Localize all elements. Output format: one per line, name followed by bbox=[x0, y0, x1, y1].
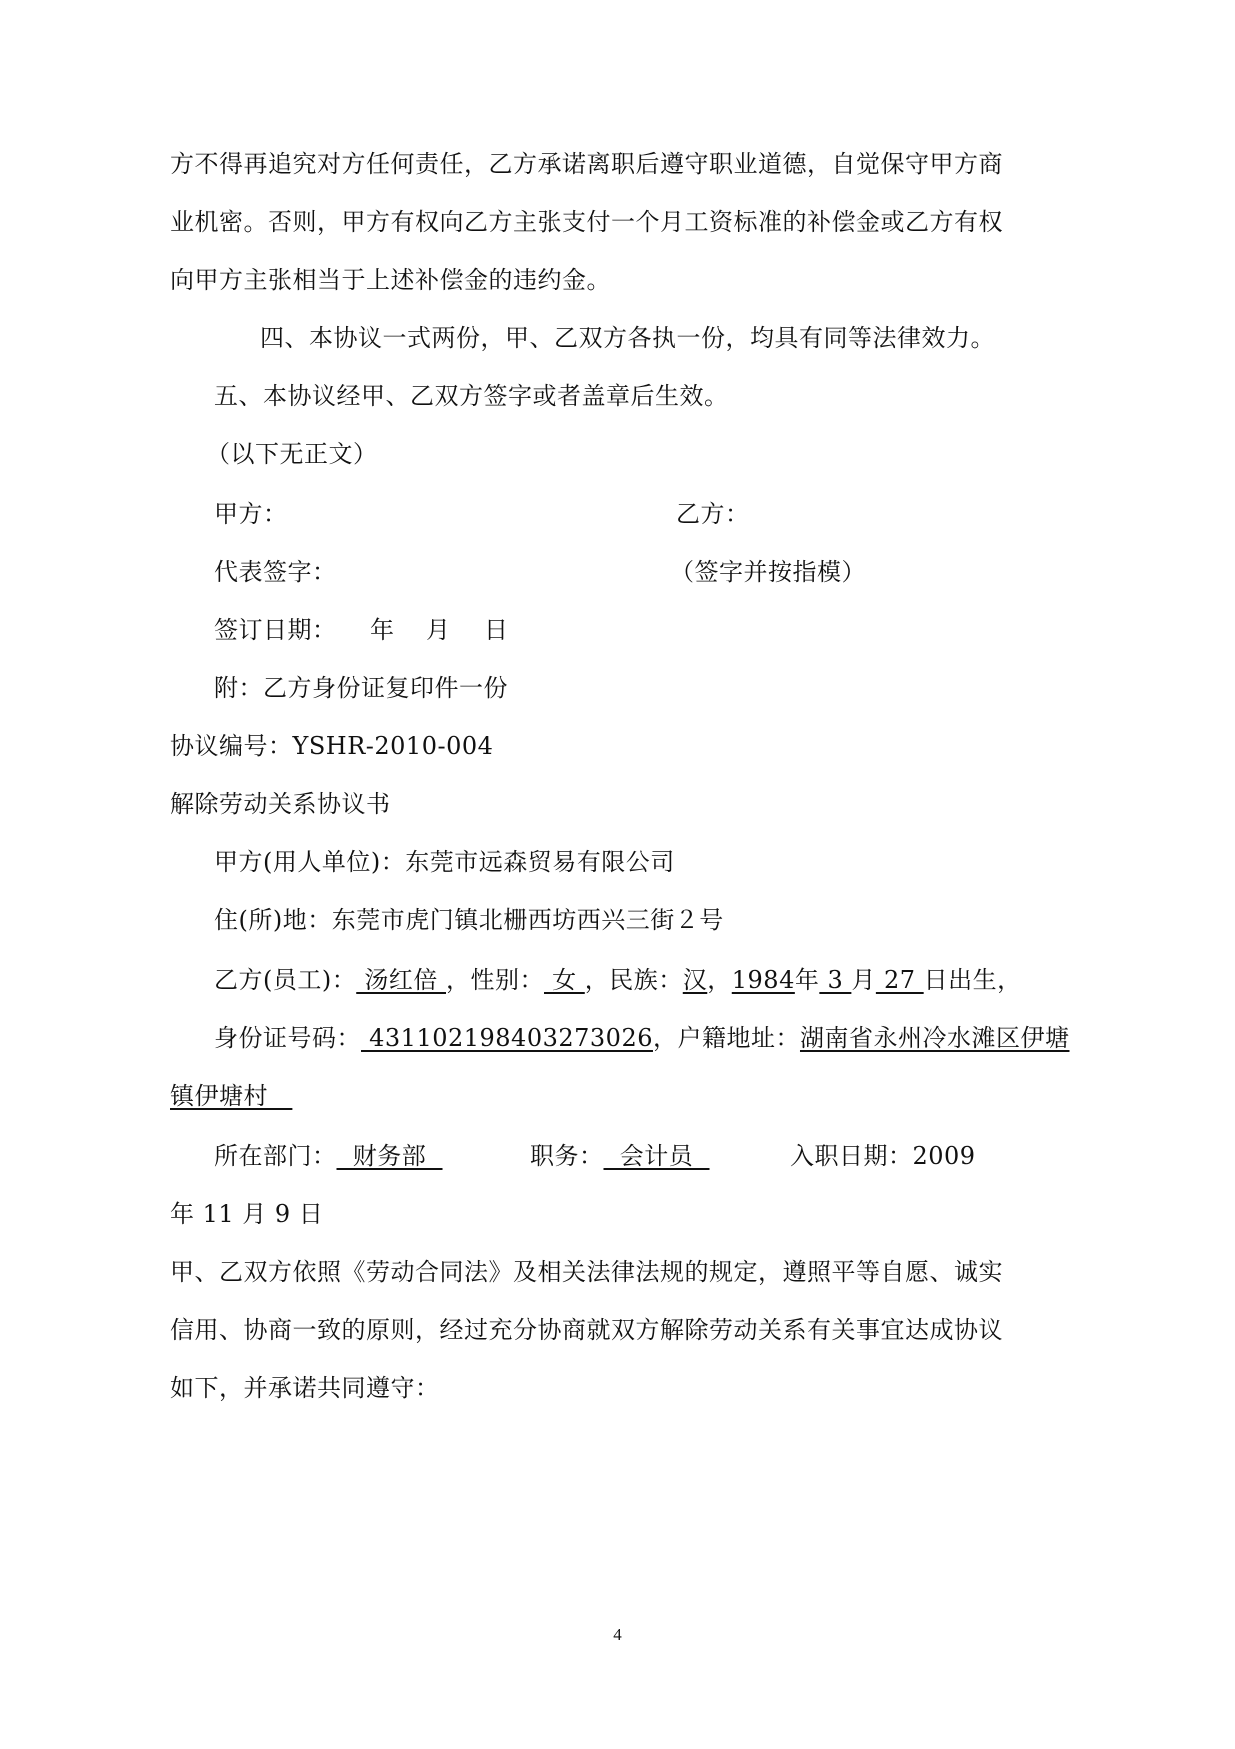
no-more-text-note: （以下无正文） bbox=[206, 440, 378, 468]
representative-sign-label: 代表签字： bbox=[214, 558, 337, 586]
position-block bbox=[530, 1140, 710, 1172]
intro-paragraph-line: 信用、协商一致的原则，经过充分协商就双方解除劳动关系有关事宜达成协议 bbox=[170, 1316, 1003, 1344]
department-value: 财务部 bbox=[336, 1142, 443, 1170]
paragraph-line: 向甲方主张相当于上述补偿金的违约金。 bbox=[170, 266, 611, 294]
page-number: 4 bbox=[613, 1625, 622, 1644]
hukou-address-cont: 镇伊塘村 bbox=[170, 1082, 293, 1110]
employee-info-line bbox=[214, 964, 1022, 996]
employee-id-line bbox=[214, 1022, 1069, 1054]
month-char: 月 bbox=[851, 966, 876, 994]
employer-address-line bbox=[214, 904, 724, 936]
entry-date-cont: 年 11 月 9 日 bbox=[170, 1200, 324, 1228]
gender-label: ，性别： bbox=[446, 966, 544, 994]
employee-gender: 女 bbox=[544, 966, 585, 994]
date-day-char: 日 bbox=[484, 616, 509, 644]
entry-date-label: 入职日期：2009 bbox=[790, 1142, 976, 1170]
birth-day: 27 bbox=[875, 966, 924, 994]
paragraph-line: 方不得再追究对方任何责任，乙方承诺离职后遵守职业道德，自觉保守甲方商 bbox=[170, 150, 1003, 178]
id-number: 431102198403273026 bbox=[361, 1024, 653, 1052]
employee-ethnicity: 汉 bbox=[682, 966, 708, 994]
born-suffix: 日出生， bbox=[923, 966, 1022, 994]
employee-label: 乙方(员工)： bbox=[214, 966, 357, 994]
hukou-label: ，户籍地址： bbox=[652, 1024, 800, 1052]
address-label: 住(所)地： bbox=[214, 906, 332, 934]
date-year-char: 年 bbox=[370, 616, 395, 644]
intro-paragraph-line: 甲、乙双方依照《劳动合同法》及相关法律法规的规定，遵照平等自愿、诚实 bbox=[170, 1258, 1003, 1286]
hukou-address-cont-line bbox=[170, 1080, 292, 1112]
intro-paragraph-line: 如下，并承诺共同遵守： bbox=[170, 1374, 440, 1402]
party-a-sign-label: 甲方： bbox=[214, 500, 288, 528]
employer-label: 甲方(用人单位)： bbox=[214, 848, 406, 876]
attachment-note: 附：乙方身份证复印件一份 bbox=[214, 674, 508, 702]
sign-and-fingerprint-note: （签字并按指模） bbox=[670, 558, 866, 586]
paragraph-line: 业机密。否则，甲方有权向乙方主张支付一个月工资标准的补偿金或乙方有权 bbox=[170, 208, 1003, 236]
department-block bbox=[214, 1140, 443, 1172]
clause-four: 四、本协议一式两份，甲、乙双方各执一份，均具有同等法律效力。 bbox=[260, 324, 995, 352]
separator-comma: ， bbox=[707, 966, 732, 994]
birth-month: 3 bbox=[819, 966, 852, 994]
document-title: 解除劳动关系协议书 bbox=[170, 790, 391, 818]
position-label: 职务： bbox=[530, 1142, 604, 1170]
hukou-address: 湖南省永州冷水滩区伊塘 bbox=[799, 1024, 1070, 1052]
ethnic-label: ，民族： bbox=[584, 966, 683, 994]
employer-address: 东莞市虎门镇北栅西坊西兴三街２号 bbox=[331, 906, 724, 934]
employer-name: 东莞市远森贸易有限公司 bbox=[405, 848, 675, 876]
agreement-number: 协议编号：YSHR-2010-004 bbox=[170, 732, 494, 760]
birth-year: 1984 bbox=[731, 966, 795, 994]
id-label: 身份证号码： bbox=[214, 1024, 361, 1052]
employer-line bbox=[214, 846, 675, 878]
clause-five: 五、本协议经甲、乙双方签字或者盖章后生效。 bbox=[214, 382, 729, 410]
employee-name: 汤红倍 bbox=[356, 966, 446, 994]
signing-date-label: 签订日期： bbox=[214, 616, 337, 644]
date-month-char: 月 bbox=[426, 616, 451, 644]
department-label: 所在部门： bbox=[214, 1142, 337, 1170]
year-char: 年 bbox=[794, 966, 820, 994]
party-b-sign-label: 乙方： bbox=[676, 500, 750, 528]
position-value: 会计员 bbox=[603, 1142, 710, 1170]
